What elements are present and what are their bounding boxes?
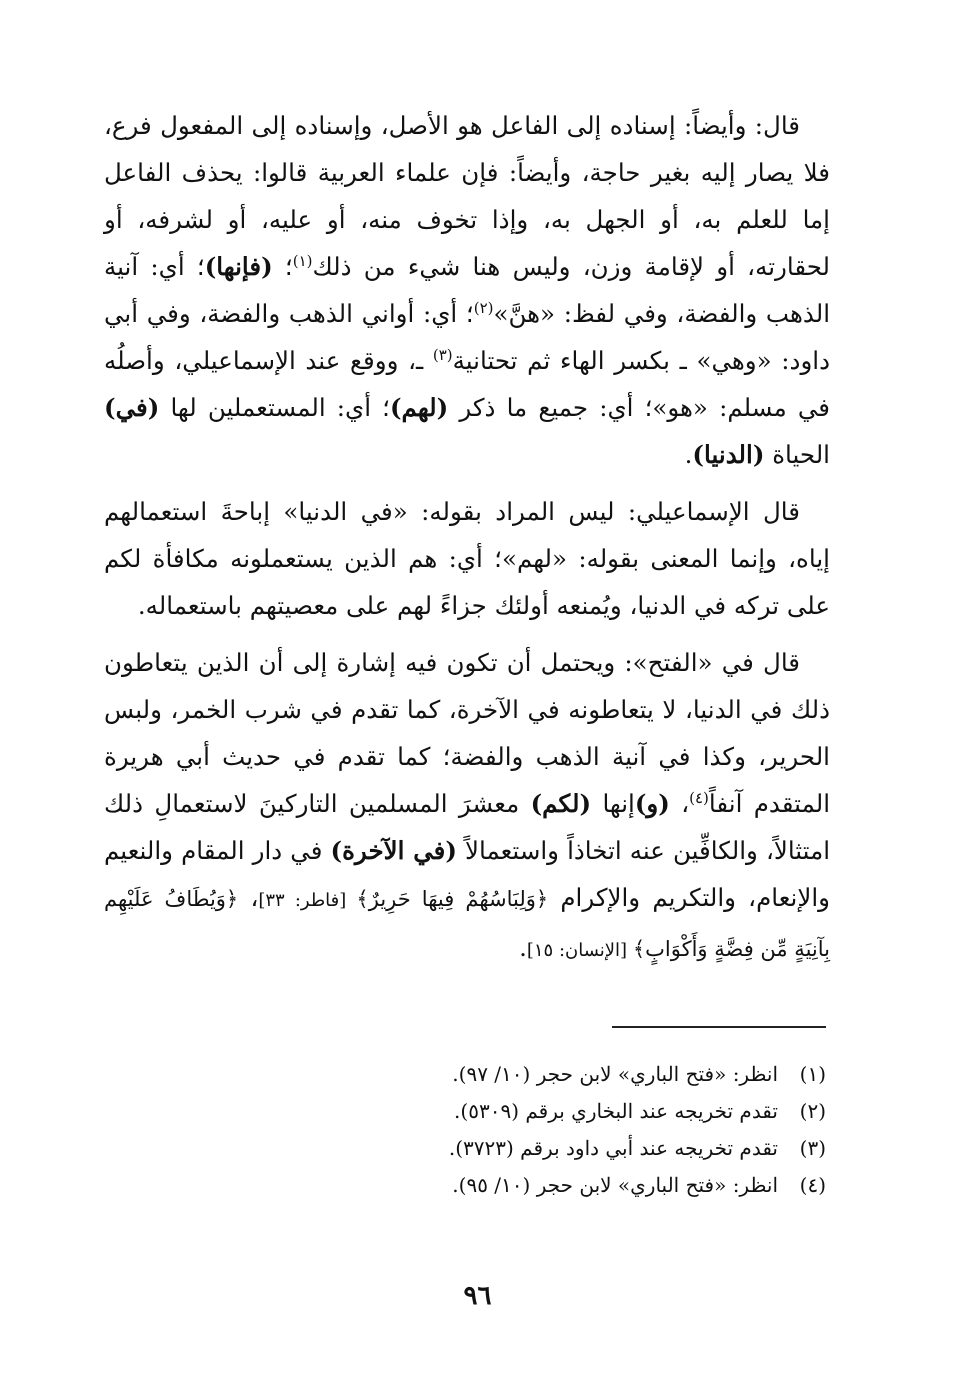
page-number: ٩٦ [463,1281,492,1311]
footnote-separator [612,1026,826,1028]
matn-bold: (الدنيا) [692,440,765,469]
footnote-number: (٣) [799,1136,826,1160]
footnote-text: انظر: «فتح الباري» لابن حجر (١٠/ ٩٧). [452,1062,778,1086]
paragraph-1 [104,102,830,478]
matn-bold: (في الآخرة) [330,836,457,865]
quran-verse: ﴿وَيُطَافُ عَلَيْهِم بِآنِيَةٍ مِّن فِضَّةٍ وَأَكْوَابٍ﴾ [104,887,830,961]
text-run: إنها [591,789,635,818]
footnote-number: (١) [799,1062,826,1086]
text-run: ، [238,883,259,912]
text-run: الحياة [764,440,830,469]
verse-citation: [فاطر: ٣٣] [258,890,357,911]
footnote-ref-3: (٣) [432,345,453,364]
footnote-1 [300,1056,826,1093]
footnote-text: تقدم تخريجه عند أبي داود برقم (٣٧٢٣). [448,1136,778,1160]
footnote-text: تقدم تخريجه عند البخاري برقم (٥٣٠٩). [454,1099,778,1123]
footnotes [300,1056,826,1204]
footnote-ref-2: (٢) [473,298,494,317]
footnote-ref-1: (١) [292,251,313,270]
text-run: معشرَ المسلمين التاركينَ لاستعمالِ ذلك امتثالاً، والكافِّين عنه اتخاذاً واستعمالاً [104,789,831,865]
text-run: ؛ أي: المستعملين لها [159,393,390,422]
text-run: ؛ [272,252,293,281]
text-run: . [519,933,527,962]
quran-verse: ﴿وَلِبَاسُهُمْ فِيهَا حَرِيرٌ﴾ [356,887,549,911]
text-run: في دار المقام والنعيم والإنعام، والتكريم والإكرام [104,836,830,912]
main-text [104,102,830,984]
footnote-4 [300,1167,826,1204]
matn-bold: (في) [104,393,160,422]
matn-bold: (و) [634,789,670,818]
matn-bold: (لهم) [389,393,449,422]
footnote-3 [300,1130,826,1167]
text-run: ؛ أي: آنية الذهب والفضة، وفي لفظ: «هنَّ» [104,252,831,328]
paragraph-2: قال الإسماعيلي: ليس المراد بقوله: «في الدنيا» إباحةَ استعمالهم إياه، وإنما المعنى بقوله: «لهم»؛ أي: هم الذين يستعملونه مكافأة لكم على تركه في الدنيا، ويُمنعه أولئك جزاءً لهم على معصيتهم باستعماله. [104,497,830,620]
text-run: ؛ أي: أواني الذهب والفضة، وفي أبي داود: «وهي» ـ بكسر الهاء ثم تحتانية [104,299,830,375]
text-run: ـ، ووقع عند الإسماعيلي، وأصلُه في مسلم: «هو»؛ أي: جميع ما ذكر [104,346,830,422]
footnote-number: (٢) [799,1099,826,1123]
text-run: . [684,440,693,469]
verse-citation: [الإنسان: ١٥] [526,940,633,961]
footnote-ref-4: (٤) [689,788,709,807]
text-run: قال: وأيضاً: إسناده إلى الفاعل هو الأصل، وإسناده إلى المفعول فرع، فلا يصار إليه بغير حاجة، وأيضاً: فإن علماء العربية قالوا: يحذف الفاعل إما للعلم به، أو الجهل به، وإذا تخوف منه، أو عليه، أو لشرفه، أو لحقارته، أو لإقامة وزن، وليس هنا شيء من ذلك [104,111,831,281]
matn-bold: (فإنها) [204,252,273,281]
text-run: قال في «الفتح»: ويحتمل أن تكون فيه إشارة إلى أن الذين يتعاطون ذلك في الدنيا، لا يتعاطونه في الآخرة، كما تقدم في شرب الخمر، ولبس الحرير، وكذا في آنية الذهب والفضة؛ كما تقدم في حديث أبي هريرة المتقدم آنفاً [104,648,831,818]
footnote-text: انظر: «فتح الباري» لابن حجر (١٠/ ٩٥). [452,1173,778,1197]
matn-bold: (لكم) [530,789,592,818]
footnote-number: (٤) [799,1173,826,1197]
paragraph-3 [104,639,830,974]
text-run: ، [669,789,690,818]
footnote-2 [300,1093,826,1130]
